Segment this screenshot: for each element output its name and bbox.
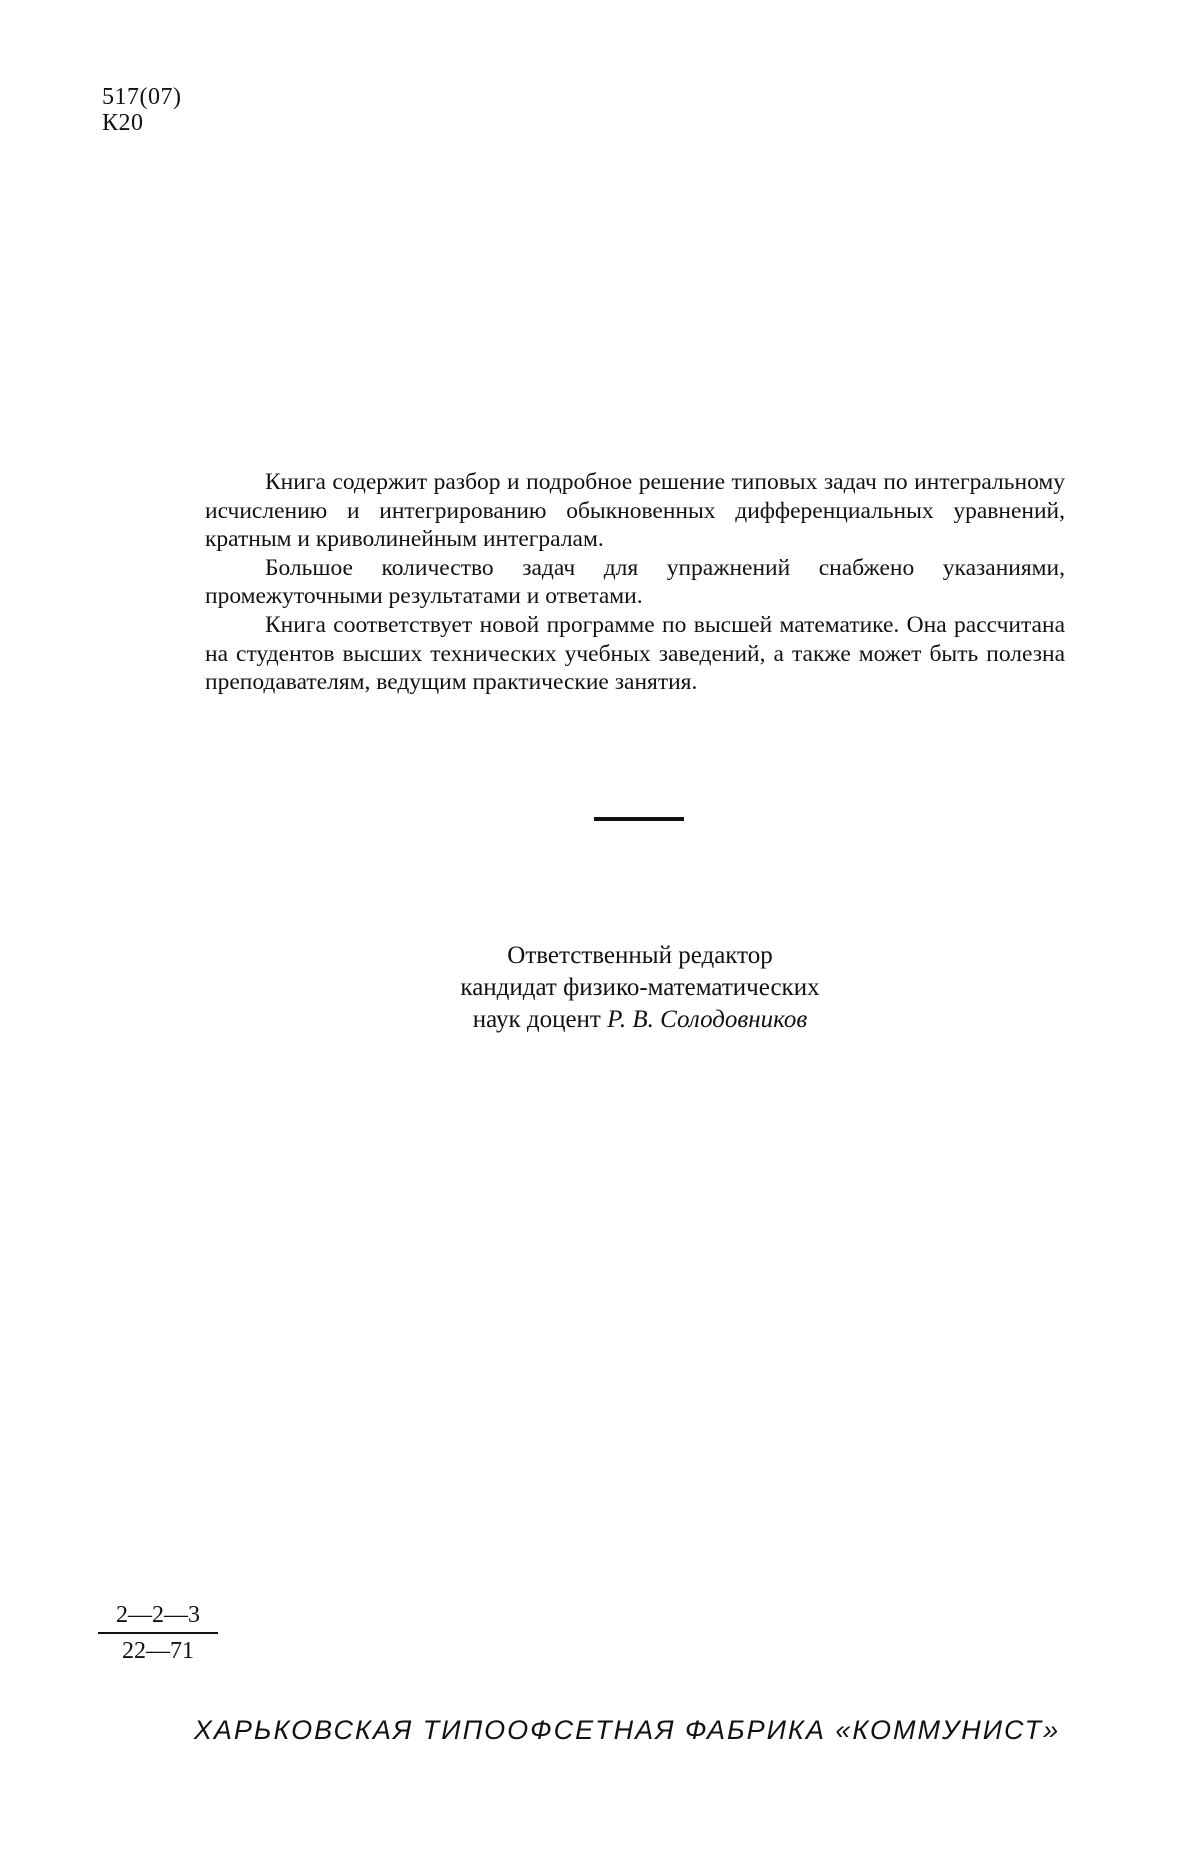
editor-credit [380,940,900,1036]
editor-name: Р. В. Солодовников [607,1006,808,1033]
editor-rank: наук доцент [472,1006,601,1033]
editor-rank-line [380,1004,900,1036]
abstract-paragraph-1: Книга содержит разбор и подробное решение типовых задач по интегральному исчислению и интегрированию обыкновенных дифференциальных уравнений, кратным и криволинейным интегралам. [205,469,1065,553]
abstract-paragraph-3: Книга соответствует новой программе по высшей математике. Она рассчитана на студентов высших технических учебных заведений, а также может быть полезна преподавателям, ведущим практические занятия. [205,611,1065,696]
abstract-paragraph-2: Большое количество задач для упражнений снабжено указаниями, промежуточными результатами и ответами. [205,554,1065,610]
udc-code: 517(07) [102,84,182,110]
index-denominator: 22—71 [122,1638,194,1664]
author-mark: К20 [102,110,144,136]
catalog-index [98,1600,218,1666]
section-divider [594,817,684,821]
abstract [205,468,1065,697]
index-numerator: 2—2—3 [98,1600,218,1634]
editor-degree: кандидат физико-математических [460,974,820,1001]
printer-imprint: ХАРЬКОВСКАЯ ТИПООФСЕТНАЯ ФАБРИКА «КОММУНИСТ» [193,1715,1061,1745]
udc-block [102,84,181,136]
editor-title: Ответственный редактор [507,942,773,969]
